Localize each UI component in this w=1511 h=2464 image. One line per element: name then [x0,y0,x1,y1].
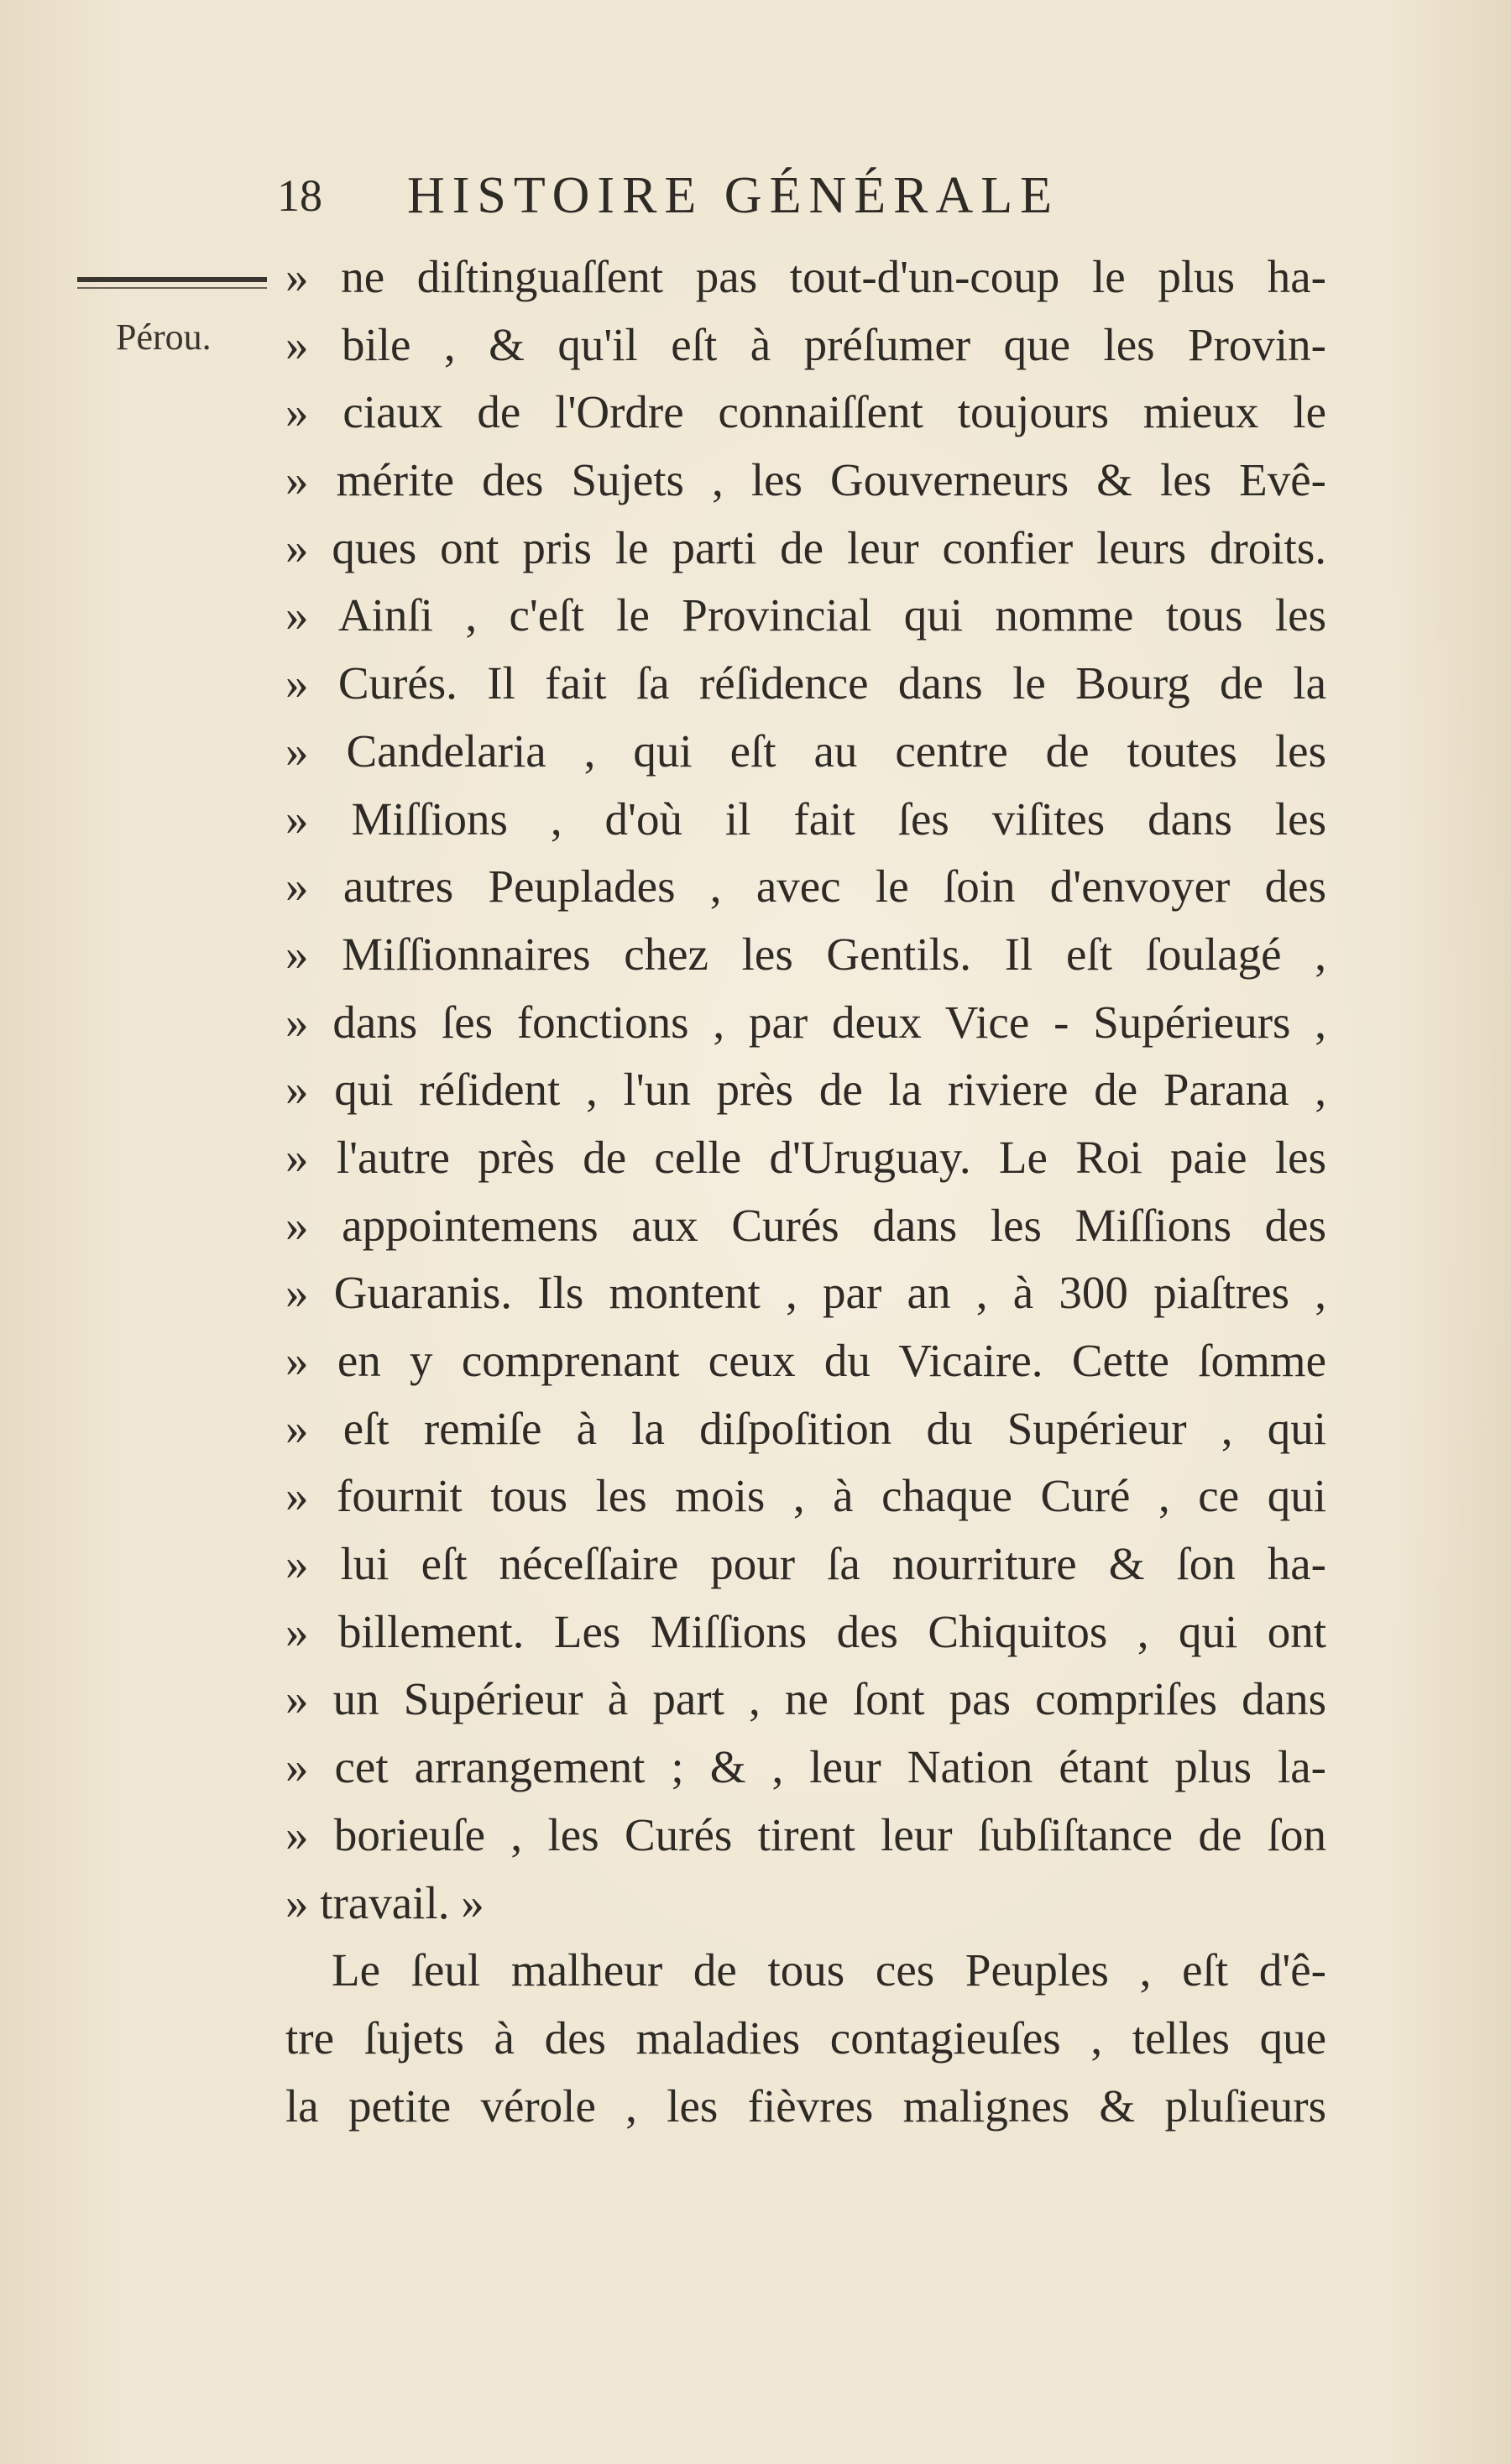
text-line: » ques ont pris le parti de leur confier leurs droits. [285,521,1326,573]
body-text [285,243,1326,2140]
text-line: » eſt remiſe à la diſpoſition du Supérieur , qui [285,1402,1326,1454]
text-line: » lui eſt néceſſaire pour ſa nourriture & ſon ha- [285,1538,1326,1590]
text-line: » l'autre près de celle d'Uruguay. Le Roi paie les [285,1131,1326,1183]
text-line: » travail. » [285,1876,484,1928]
text-line: » qui réſident , l'un près de la riviere de Parana , [285,1064,1326,1116]
text-line: » Curés. Il fait ſa réſidence dans le Bourg de la [285,657,1326,709]
text-line: » fournit tous les mois , à chaque Curé , ce qui [285,1470,1326,1522]
text-line: » cet arrangement ; & , leur Nation étant plus la- [285,1741,1326,1793]
running-title: HISTOIRE GÉNÉRALE [407,167,1059,224]
page-number: 18 [277,170,322,221]
page-header [277,158,1217,233]
paragraph-start-line: Le ſeul malheur de tous ces Peuples , eſt d'ê- [332,1944,1326,1996]
text-line: » en y comprenant ceux du Vicaire. Cette ſomme [285,1335,1326,1386]
text-line: » autres Peuplades , avec le ſoin d'envoyer des [285,861,1326,913]
text-line: » Candelaria , qui eſt au centre de toutes les [285,725,1326,777]
text-line: » dans ſes fonctions , par deux Vice - Supérieurs , [285,996,1326,1048]
margin-rule [77,277,267,282]
text-line: » un Supérieur à part , ne ſont pas compriſes dans [285,1673,1326,1725]
margin-rule-thin [77,287,267,289]
text-line: » bile , & qu'il eſt à préſumer que les Provin- [285,318,1326,370]
text-line: la petite vérole , les fièvres malignes & pluſieurs [285,2079,1326,2132]
text-line: » Guaranis. Ils montent , par an , à 300 piaſtres , [285,1267,1326,1319]
text-line: » Miſſions , d'où il fait ſes viſites dans les [285,793,1326,845]
text-line: » mérite des Sujets , les Gouverneurs & les Evê- [285,454,1326,506]
margin-note: Pérou. [116,317,212,358]
text-line: » Ainſi , c'eſt le Provincial qui nomme tous les [285,589,1326,641]
text-line: » billement. Les Miſſions des Chiquitos , qui ont [285,1605,1326,1657]
text-line: » appointemens aux Curés dans les Miſſions des [285,1199,1326,1251]
text-line: » Miſſionnaires chez les Gentils. Il eſt ſoulagé , [285,928,1326,980]
text-line: » ciaux de l'Ordre connaiſſent toujours mieux le [285,386,1326,438]
text-line: tre ſujets à des maladies contagieuſes , telles que [285,2011,1326,2064]
text-line: » ne diſtinguaſſent pas tout-d'un-coup le plus ha- [285,251,1326,302]
text-line: » borieuſe , les Curés tirent leur ſubſiſtance de ſon [285,1808,1326,1860]
